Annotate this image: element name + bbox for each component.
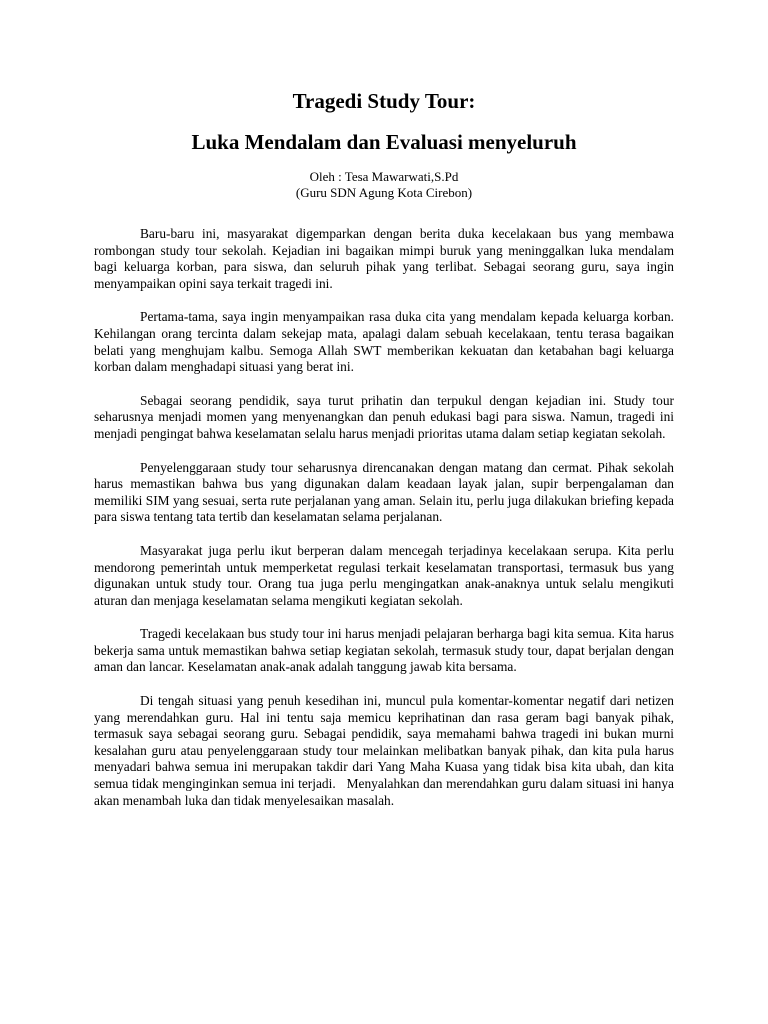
author-line: Oleh : Tesa Mawarwati,S.Pd bbox=[309, 169, 459, 184]
paragraph: Baru-baru ini, masyarakat digemparkan dengan berita duka kecelakaan bus yang membawa rombongan study tour sekolah. Kejadian ini bagaikan mimpi buruk yang meninggalkan luka mendalam bagi keluarga korban, para siswa, dan seluruh pihak yang terlibat. Sebagai seorang guru, saya ingin menyampaikan opini saya terkait tragedi ini. bbox=[94, 226, 674, 291]
document-page bbox=[94, 88, 678, 826]
article-title: Tragedi Study Tour: bbox=[292, 89, 476, 113]
paragraph: Pertama-tama, saya ingin menyampaikan rasa duka cita yang mendalam kepada keluarga korban. Kehilangan orang tercinta dalam sekejap mata, apalagi dalam sebuah kecelakaan, tentu terasa bagaikan belati yang menghujam kalbu. Semoga Allah SWT memberikan kekuatan dan ketabahan bagi keluarga korban dalam menghadapi situasi yang berat ini. bbox=[94, 309, 674, 375]
paragraph: Masyarakat juga perlu ikut berperan dalam mencegah terjadinya kecelakaan serupa. Kita perlu mendorong pemerintah untuk memperketat regulasi terkait keselamatan transportasi, termasuk bus yang digunakan untuk study tour. Orang tua juga perlu mengingatkan anak-anaknya untuk selalu mengikuti aturan dan menjaga keselamatan selama mengikuti kegiatan sekolah. bbox=[94, 542, 674, 608]
paragraph: Penyelenggaraan study tour seharusnya direncanakan dengan matang dan cermat. Pihak sekolah harus memastikan bahwa bus yang digunakan dalam keadaan layak jalan, supir berpengalaman dan memiliki SIM yang sesuai, serta rute perjalanan yang aman. Selain itu, perlu juga dilakukan briefing kepada para siswa tentang tata tertib dan keselamatan selama perjalanan. bbox=[94, 459, 674, 525]
article-body bbox=[94, 226, 678, 809]
paragraph: Di tengah situasi yang penuh kesedihan ini, muncul pula komentar-komentar negatif dari netizen yang merendahkan guru. Hal ini tentu saja memicu keprihatinan dan rasa geram bagi banyak pihak, termasuk saya sebagai seorang guru. Sebagai pendidik, saya memahami bahwa tragedi ini bukan murni kesalahan guru atau penyelenggaraan study tour melainkan melibatkan banyak pihak, dan kita pula harus menyadari bahwa semua ini merupakan takdir dari Yang Maha Kuasa yang tidak bisa kita ubah, dan kita semua tidak menginginkan semua ini terjadi. Menyalahkan dan merendahkan guru dalam situasi ini hanya akan menambah luka dan tidak menyelesaikan masalah. bbox=[94, 693, 678, 808]
article-subtitle: Luka Mendalam dan Evaluasi menyeluruh bbox=[191, 130, 577, 154]
paragraph: Tragedi kecelakaan bus study tour ini harus menjadi pelajaran berharga bagi kita semua. Kita harus bekerja sama untuk memastikan bahwa setiap kegiatan sekolah, termasuk study tour, dapat berjalan dengan aman dan lancar. Keselamatan anak-anak adalah tanggung jawab kita bersama. bbox=[94, 626, 674, 675]
paragraph: Sebagai seorang pendidik, saya turut prihatin dan terpukul dengan kejadian ini. Study tour seharusnya menjadi momen yang menyenangkan dan penuh edukasi bagi para siswa. Namun, tragedi ini menjadi pengingat bahwa keselamatan selalu harus menjadi prioritas utama dalam setiap kegiatan sekolah. bbox=[94, 392, 674, 441]
author-affiliation: (Guru SDN Agung Kota Cirebon) bbox=[295, 185, 473, 200]
